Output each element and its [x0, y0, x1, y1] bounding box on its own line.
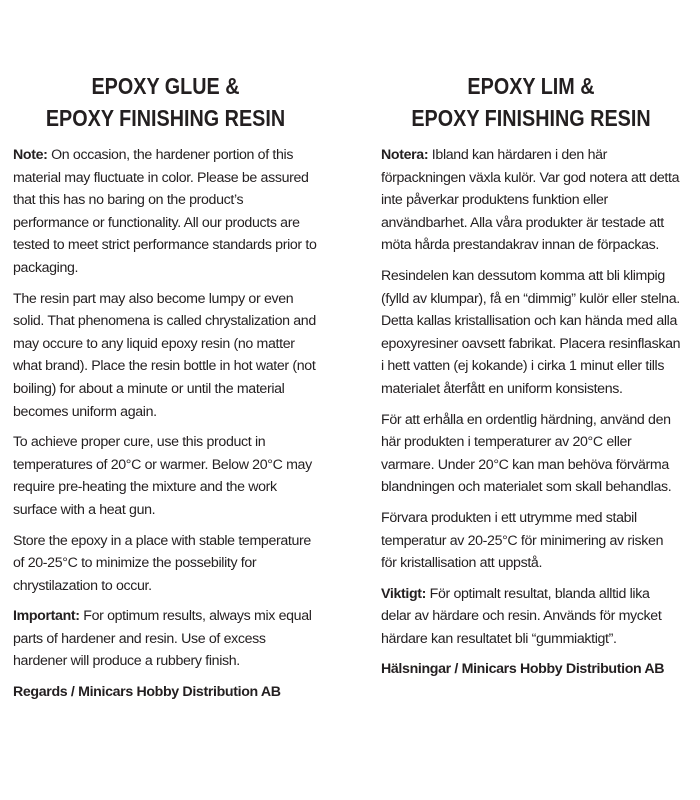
english-title [34, 70, 296, 134]
swedish-cure-paragraph: För att erhålla en ordentlig härdning, använd den här produkten i temperaturer av 20°C eller varmare. Under 20°C kan man behöva förvärma blandningen och materialet som skall behandlas. [381, 411, 672, 496]
swedish-note-text: Ibland kan härdaren i den här förpackningen växla kulör. Var god notera att detta inte påverkar produktens funktion eller användbarhet. Alla våra produkter är testade att möta hårda prestandakrav innan de förpackas. [381, 147, 680, 254]
english-note-text: On occasion, the hardener portion of this material may fluctuate in color. Please be assured that this has no baring on the product’s performance or functionality. All our products are tested to meet strict performance standards prior to packaging. [13, 147, 317, 276]
swedish-store-paragraph: Förvara produkten i ett utrymme med stabil temperatur av 20-25°C för minimering av risken för kristallisation att uppstå. [381, 509, 664, 572]
english-cure-paragraph: To achieve proper cure, use this product in temperatures of 20°C or warmer. Below 20°C may require pre-heating the mixture and the work surface with a heat gun. [13, 434, 312, 518]
swedish-note-paragraph [381, 144, 681, 257]
swedish-important-label: Viktigt: [381, 585, 427, 602]
english-footer: Regards / Minicars Hobby Distribution AB [13, 684, 281, 701]
english-column [13, 70, 318, 712]
swedish-important-text: För optimalt resultat, blanda alltid lika delar av härdare och resin. Används för mycket härdare kan resultatet bli “gummiaktigt”. [381, 585, 662, 647]
swedish-note-label: Notera: [381, 147, 429, 163]
english-important-label: Important: [13, 608, 80, 625]
english-important-text: For optimum results, always mix equal parts of hardener and resin. Use of excess hardener will produce a rubbery finish. [13, 608, 312, 670]
english-important-paragraph [13, 605, 318, 673]
english-note-label: Note: [13, 147, 48, 163]
english-note-paragraph [13, 144, 318, 280]
english-store-paragraph: Store the epoxy in a place with stable temperature of 20-25°C to minimize the possebility for chrystilazation to occur. [13, 532, 311, 594]
english-resin-paragraph: The resin part may also become lumpy or even solid. That phenomena is called chrystalization and may occure to any liquid epoxy resin (no matter what brand). Place the resin bottle in hot water (not boiling) for about a minute or until the material becomes uniform again. [13, 290, 316, 420]
swedish-resin-paragraph: Resindelen kan dessutom komma att bli klimpig (fylld av klumpar), få en “dimmig” kulör eller stelna. Detta kallas kristallisation och kan hända med alla epoxyresiner oavsett fabrikat. Placera resinflaskan i hett vatten (ej kokande) i cirka 1 minut eller tills materialet återfått en uniform konsistens. [381, 267, 681, 397]
swedish-title [402, 70, 660, 134]
swedish-body [381, 144, 681, 681]
swedish-footer: Hälsningar / Minicars Hobby Distribution AB [381, 661, 665, 678]
swedish-title-line1: EPOXY LIM & [467, 73, 595, 99]
swedish-title-line2: EPOXY FINISHING RESIN [411, 105, 651, 131]
swedish-column [381, 70, 681, 689]
english-title-line2: EPOXY FINISHING RESIN [45, 105, 286, 131]
english-title-line1: EPOXY GLUE & [91, 73, 240, 99]
swedish-important-paragraph [381, 583, 681, 651]
english-body [13, 144, 318, 704]
